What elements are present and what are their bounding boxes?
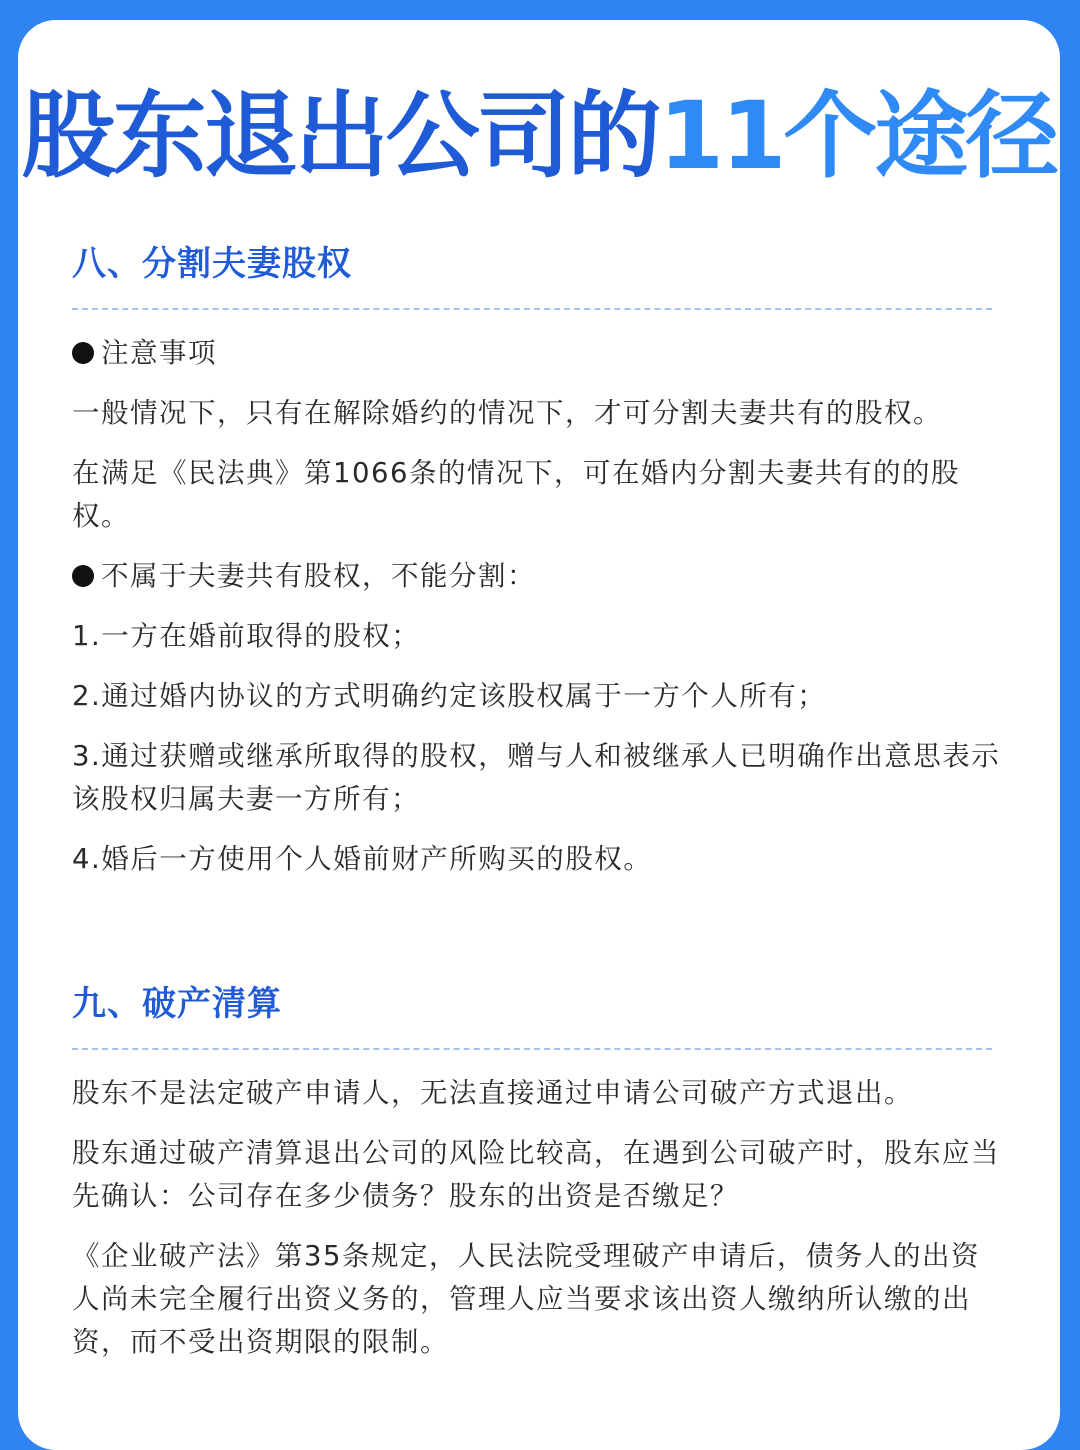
paragraph: 一般情况下，只有在解除婚约的情况下，才可分割夫妻共有的股权。	[72, 397, 942, 429]
title-accent: 11个途径	[658, 82, 1057, 191]
bullet-dot-icon	[72, 342, 94, 364]
bullet-dot-icon	[72, 565, 94, 587]
section-heading: 八、分割夫妻股权	[72, 244, 352, 284]
section-heading: 九、破产清算	[72, 984, 282, 1024]
paragraph-text: 注意事项	[101, 337, 217, 369]
paragraph: 股东通过破产清算退出公司的风险比较高，在遇到公司破产时，股东应当先确认：公司存在多少债务？股东的出资是否缴足？	[72, 1137, 1000, 1212]
paragraph: 股东不是法定破产申请人，无法直接通过申请公司破产方式退出。	[72, 1077, 913, 1109]
paragraph-text: 不属于夫妻共有股权，不能分割：	[101, 560, 536, 592]
list-item: 1.一方在婚前取得的股权；	[72, 620, 421, 652]
list-item: 3.通过获赠或继承所取得的股权，赠与人和被继承人已明确作出意思表示该股权归属夫妻一方所有；	[72, 740, 1001, 815]
section-body	[72, 332, 1012, 881]
section-body	[72, 1072, 1012, 1364]
paragraph: 在满足《民法典》第1066条的情况下，可在婚内分割夫妻共有的的股权。	[72, 457, 960, 532]
title-main: 股东退出公司的	[21, 82, 659, 191]
section-divider	[72, 1048, 992, 1050]
page-title	[18, 70, 1060, 204]
bullet-paragraph	[72, 332, 1007, 375]
section-divider	[72, 308, 992, 310]
section-divide-marital-equity	[72, 242, 1012, 898]
section-bankruptcy-liquidation	[72, 982, 1012, 1381]
bullet-paragraph	[72, 555, 1007, 598]
paragraph: 《企业破产法》第35条规定，人民法院受理破产申请后，债务人的出资人尚未完全履行出资义务的，管理人应当要求该出资人缴纳所认缴的出资，而不受出资期限的限制。	[72, 1240, 980, 1358]
list-item: 2.通过婚内协议的方式明确约定该股权属于一方个人所有；	[72, 680, 827, 712]
list-item: 4.婚后一方使用个人婚前财产所购买的股权。	[72, 843, 653, 875]
